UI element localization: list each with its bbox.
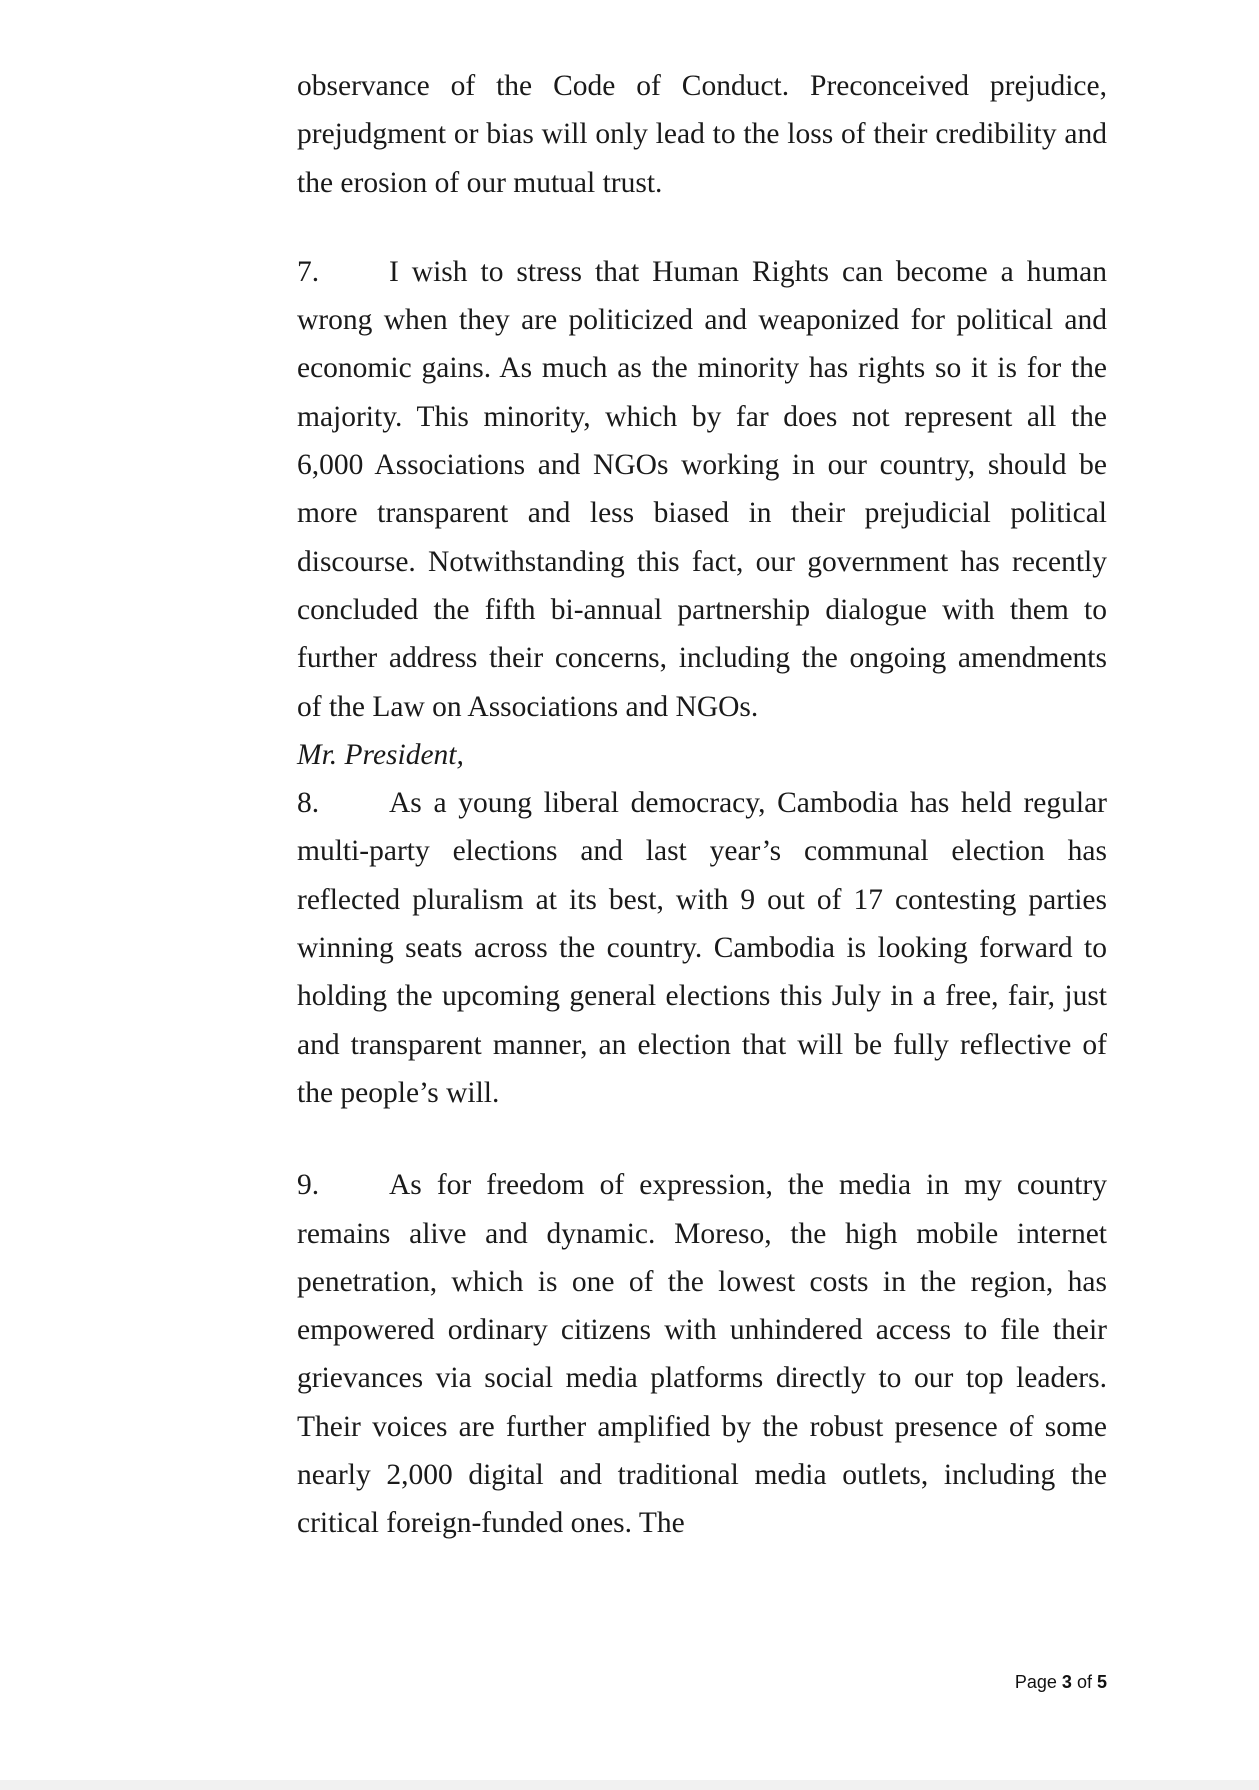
paragraph-number: 8. xyxy=(297,787,320,820)
paragraph-continuation: observance of the Code of Conduct. Preconceived prejudice, prejudgment or bias will only lead to the loss of their credibility and the erosion of our mutual trust. xyxy=(297,70,1107,199)
paragraph-text: As a young liberal democracy, Cambodia has held regular multi-party elections and last year’s communal election has reflected pluralism at its best, with 9 out of 17 contesting parties winning seats across the country. Cambodia is looking forward to holding the upcoming general elections this July in a free, fair, just and transparent manner, an election that will be fully reflective of the people’s will. xyxy=(297,787,1107,1109)
total-pages-number: 5 xyxy=(1096,1672,1107,1692)
paragraph-text: I wish to stress that Human Rights can become a human wrong when they are politicized and weaponized for political and economic gains. As much as the minority has rights so it is for the majority. This minority, which by far does not represent all the 6,000 Associations and NGOs working in our country, should be more transparent and less biased in their prejudicial political discourse. Notwithstanding this fact, our government has recently concluded the fifth bi-annual partnership dialogue with them to further address their concerns, including the ongoing amendments of the Law on Associations and NGOs. xyxy=(297,255,1107,723)
paragraph-number: 7. xyxy=(297,255,320,288)
of-word: of xyxy=(1076,1672,1092,1692)
paragraph-7 xyxy=(297,248,1107,731)
paragraph-8 xyxy=(297,779,1107,1117)
salutation: Mr. President, xyxy=(297,738,464,771)
page-footer xyxy=(1015,1672,1107,1693)
paragraph-9 xyxy=(297,1161,1107,1547)
current-page-number: 3 xyxy=(1061,1672,1072,1692)
bottom-edge xyxy=(0,1780,1259,1790)
paragraph-text: As for freedom of expression, the media in my country remains alive and dynamic. Moreso, the high mobile internet penetration, which is one of the lowest costs in the region, has empowered ordinary citizens with unhindered access to file their grievances via social media platforms directly to our top leaders. Their voices are further amplified by the robust presence of some nearly 2,000 digital and traditional media outlets, including the critical foreign-funded ones. The xyxy=(297,1169,1107,1540)
page-word: Page xyxy=(1014,1672,1057,1692)
document-body xyxy=(297,62,1107,1548)
paragraph-number: 9. xyxy=(297,1169,320,1202)
